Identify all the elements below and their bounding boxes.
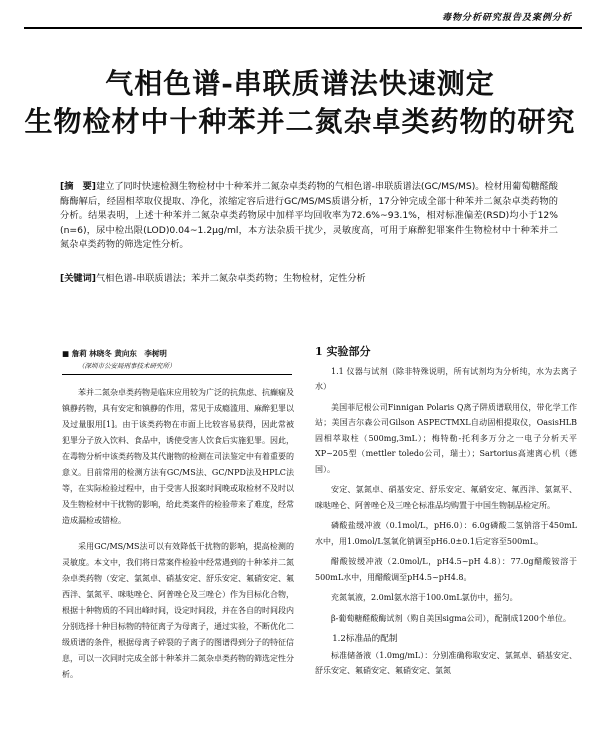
abstract	[60, 180, 558, 253]
left-column	[62, 385, 294, 683]
paper-title	[0, 65, 600, 141]
enzyme-paragraph: β-葡萄糖醛酸酶试剂（购自美国sigma公司），配制成1200个单位。	[331, 613, 571, 623]
intro-paragraph-1: 苯并二氮杂卓类药物是临床应用较为广泛的抗焦虑、抗癫痫及镇静药物，具有安定和镇静的作用，常见于成瘾滥用、麻醉犯罪以及过量服用[1]。由于该类药物在市面上比较容易获得，因此常被犯罪分子放入饮料、食品中，诱使受害人饮食后实施犯罪。因此，在毒物分析中该类药物及其代谢物的检测在司法鉴定中有着重要的意义。目前常用的检测方法有GC/MS法、GC/NPD法及HPLC法等，在实际检验过程中，由于受害人报案时间晚或取检材不及时以及生物检材中干扰物的影响，给此类案件的检验带来了难度，经常造成漏检或错检。	[62, 388, 294, 525]
reagents-paragraph: 安定、氯氮卓、硝基安定、舒乐安定、氟硝安定、氟西泮、氯氮平、咪哒唑仑、阿普唑仑及三唑仑标准品均购置于中国生物制品检定所。	[315, 485, 577, 510]
abstract-label: [摘 要]	[60, 181, 96, 192]
phosphate-buffer-paragraph: 磷酸盐缓冲液（0.1mol/L，pH6.0）：6.0g磷酸二氢钠溶于450mL水中，用1.0mol/L氢氧化钠调至pH6.0±0.1后定容至500mL。	[315, 521, 577, 546]
keywords-label: [关键词]	[60, 273, 96, 284]
title-line-1: 气相色谱-串联质谱法快速测定	[105, 67, 495, 100]
subsection-1-2: 1.2标准品的配制	[332, 634, 398, 644]
affiliation: （深圳市公安局刑事技术研究所）	[78, 362, 176, 370]
title-line-2: 生物检材中十种苯并二氮杂卓类药物的研究	[24, 105, 576, 138]
acetate-buffer-paragraph: 醋酸铵缓冲液（2.0mol/L，pH4.5~pH 4.8）：77.0g醋酸铵溶于500mL水中，用醋酸调至pH4.5~pH4.8。	[315, 557, 577, 582]
running-head: 毒物分析研究报告及案例分析	[441, 13, 572, 23]
instruments-paragraph: 美国菲尼根公司Finnigan Polaris Q离子阱质谱联用仪，带化学工作站；美国吉尔森公司Gilson ASPECTMXL自动固相提取仪，OasisHLB 固相萃取柱（500mg,3mL）；梅特勒-托利多万分之一电子分析天平XP~205型（mettler toledo公司，瑞士）；Sartorius高速离心机（德国）。	[315, 402, 577, 474]
author-rule	[62, 374, 292, 375]
section-heading: 1 实验部分	[315, 345, 371, 358]
authors: ■ 詹莉 林晓冬 黄向东 李树明	[62, 349, 167, 358]
abstract-text: 建立了同时快速检测生物检材中十种苯并二氮杂卓类药物的气相色谱-串联质谱法(GC/MS/MS)。检材用葡萄糖醛酸酶酶解后，经固相萃取仪提取、净化，浓缩定容后进行GC/MS/MS质谱分析，17分钟完成全部十种苯并二氮杂卓类药物的分析。结果表明，上述十种苯并二氮杂卓类药物尿中加样平均回收率为72.6%~93.1%，相对标准偏差(RSD)均小于12%(n=6)，尿中检出限(LOD)0.04~1.2μg/ml，本方法杂质干扰少，灵敏度高，可用于麻醉犯罪案件生物检材中十种苯并二氮杂卓类药物的筛选定性分析。	[60, 181, 558, 251]
keywords	[60, 270, 558, 284]
standard-paragraph: 标准储备液（1.0mg/mL）：分别准确称取安定、氯氮卓、硝基安定、舒乐安定、氟硝安定、氟硝安定、氯氮	[315, 650, 577, 675]
intro-paragraph-2: 采用GC/MS/MS法可以有效降低干扰物的影响，提高检测的灵敏度。本文中，我们将日常案件检验中经常遇到的十种苯并二氮杂卓类药物（安定、氯氮卓、硝基安定、舒乐安定、氟硝安定、氟西泮、氯氮平、咪哒唑仑、阿普唑仑及三唑仑）作为目标化合物，根据十种物质的不同出峰时间，设定时间段，并在各自的时间段内分别选择十种目标物的特征离子为母离子，通过实验，不断优化二级质谱的条件，根据母离子碎裂的子离子的图谱得到分子的特征信息，可以一次同时完成全部十种苯并二氮杂卓类药物的筛选定性分析。	[62, 542, 294, 679]
right-column	[315, 344, 577, 679]
header-rule	[24, 27, 582, 29]
subsection-1-1: 1.1 仪器与试剂（除非特殊说明，所有试剂均为分析纯，水为去离子水）	[315, 366, 577, 391]
ammonia-paragraph: 充氮氧液，2.0ml氨水溶于100.0mL氯仿中，摇匀。	[331, 593, 518, 602]
keywords-text: 气相色谱-串联质谱法；苯并二氮杂卓类药物；生物检材，定性分析	[95, 273, 366, 284]
